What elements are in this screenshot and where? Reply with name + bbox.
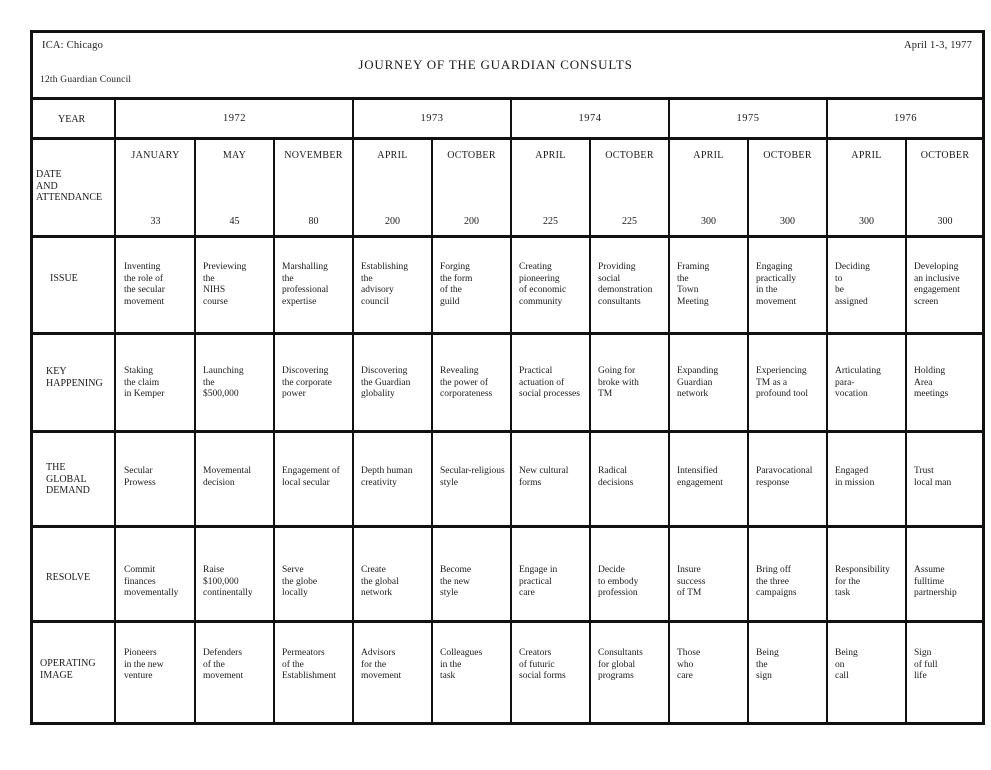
operating-image-cell: Permeators of the Establishment — [282, 648, 336, 681]
month-label: MAY — [222, 150, 247, 161]
issue-cell: Inventing the role of the secular movement — [124, 262, 165, 307]
month-label: OCTOBER — [763, 150, 812, 161]
resolve-cell: Become the new style — [440, 565, 472, 598]
year-label: 1975 — [736, 113, 760, 124]
resolve-cell: Bring off the three campaigns — [756, 565, 797, 598]
row-label-issue: ISSUE — [50, 273, 78, 284]
key-happening-cell: Revealing the power of corporateness — [440, 366, 493, 399]
attendance-count: 45 — [229, 216, 240, 227]
global-demand-cell: Depth human creativity — [361, 466, 413, 488]
resolve-cell: Responsibility for the task — [835, 565, 890, 598]
row-label-global-demand: THE GLOBAL DEMAND — [46, 462, 90, 496]
key-happening-cell: Going for broke with TM — [598, 366, 639, 399]
key-happening-cell: Practical actuation of social processes — [519, 366, 580, 399]
row-divider — [31, 97, 984, 100]
org-label: ICA: Chicago — [42, 40, 104, 51]
global-demand-cell: Engaged in mission — [835, 466, 875, 488]
page-title: JOURNEY OF THE GUARDIAN CONSULTS — [358, 57, 633, 72]
resolve-cell: Raise $100,000 continentally — [203, 565, 253, 598]
global-demand-cell: Intensified engagement — [677, 466, 723, 488]
row-label-key-happening: KEY HAPPENING — [46, 366, 103, 389]
issue-cell: Forging the form of the guild — [440, 262, 473, 307]
key-happening-cell: Staking the claim in Kemper — [124, 366, 165, 399]
resolve-cell: Create the global network — [361, 565, 399, 598]
global-demand-cell: Secular-religious style — [440, 466, 505, 488]
attendance-count: 33 — [150, 216, 161, 227]
resolve-cell: Commit finances movementally — [124, 565, 179, 598]
month-label: APRIL — [535, 150, 566, 161]
attendance-count: 225 — [543, 216, 558, 227]
resolve-cell: Decide to embody profession — [598, 565, 639, 598]
global-demand-cell: Secular Prowess — [124, 466, 156, 488]
month-label: OCTOBER — [605, 150, 654, 161]
month-label: APRIL — [377, 150, 408, 161]
month-label: JANUARY — [131, 150, 180, 161]
issue-cell: Deciding to be assigned — [835, 262, 870, 307]
issue-cell: Previewing the NIHS course — [203, 262, 247, 307]
month-label: OCTOBER — [447, 150, 496, 161]
attendance-count: 300 — [780, 216, 795, 227]
issue-cell: Engaging practically in the movement — [756, 262, 797, 307]
global-demand-cell: Radical decisions — [598, 466, 634, 488]
key-happening-cell: Holding Area meetings — [914, 366, 949, 399]
attendance-count: 200 — [464, 216, 479, 227]
resolve-cell: Engage in practical care — [519, 565, 558, 598]
global-demand-cell: Trust local man — [914, 466, 952, 488]
issue-cell: Framing the Town Meeting — [677, 262, 710, 307]
row-label-date-attendance: DATE AND ATTENDANCE — [36, 169, 103, 203]
issue-cell: Marshalling the professional expertise — [282, 262, 329, 307]
row-divider — [31, 430, 984, 433]
council-label: 12th Guardian Council — [40, 75, 132, 85]
month-label: APRIL — [693, 150, 724, 161]
global-demand-cell: New cultural forms — [519, 466, 569, 488]
row-label-year: YEAR — [58, 114, 86, 125]
month-label: NOVEMBER — [284, 150, 343, 161]
year-label: 1976 — [894, 113, 917, 124]
resolve-cell: Assume fulltime partnership — [914, 565, 957, 598]
operating-image-cell: Being on call — [835, 648, 858, 681]
key-happening-cell: Discovering the corporate power — [282, 366, 332, 399]
attendance-count: 80 — [308, 216, 319, 227]
issue-cell: Establishing the advisory council — [361, 262, 408, 307]
operating-image-cell: Being the sign — [756, 648, 779, 681]
year-label: 1974 — [578, 113, 602, 124]
attendance-count: 300 — [701, 216, 716, 227]
row-divider — [31, 620, 984, 623]
resolve-cell: Insure success of TM — [677, 565, 706, 598]
key-happening-cell: Discovering the Guardian globality — [361, 366, 411, 399]
row-divider — [31, 722, 984, 725]
row-label-operating-image: OPERATING IMAGE — [40, 658, 96, 681]
operating-image-cell: Consultants for global programs — [598, 648, 643, 681]
attendance-count: 200 — [385, 216, 400, 227]
operating-image-cell: Advisors for the movement — [361, 648, 402, 681]
attendance-count: 300 — [937, 216, 953, 227]
global-demand-cell: Paravocational response — [756, 466, 813, 488]
attendance-count: 225 — [622, 216, 637, 227]
month-label: OCTOBER — [920, 150, 970, 161]
resolve-cell: Serve the globe locally — [282, 565, 318, 598]
month-label: APRIL — [851, 150, 882, 161]
operating-image-cell: Pioneers in the new venture — [124, 648, 164, 681]
operating-image-cell: Defenders of the movement — [203, 648, 244, 681]
attendance-count: 300 — [859, 216, 874, 227]
issue-cell: Developing an inclusive engagement screen — [914, 262, 960, 307]
issue-cell: Providing social demonstration consultants — [598, 262, 653, 307]
key-happening-cell: Launching the $500,000 — [203, 366, 244, 399]
global-demand-cell: Movemental decision — [203, 466, 252, 488]
operating-image-cell: Colleagues in the task — [440, 648, 483, 681]
key-happening-cell: Expanding Guardian network — [677, 366, 719, 399]
year-label: 1972 — [223, 113, 246, 124]
row-divider — [31, 137, 984, 140]
date-label: April 1-3, 1977 — [904, 40, 973, 51]
issue-cell: Creating pioneering of economic community — [519, 262, 567, 307]
operating-image-cell: Those who care — [677, 648, 701, 681]
row-label-resolve: RESOLVE — [46, 572, 91, 583]
column-divider — [114, 97, 116, 722]
global-demand-cell: Engagement of local secular — [282, 466, 340, 488]
year-label: 1973 — [420, 113, 444, 124]
key-happening-cell: Experiencing TM as a profound tool — [756, 366, 808, 399]
row-divider — [31, 332, 984, 335]
key-happening-cell: Articulating para- vocation — [835, 366, 881, 399]
operating-image-cell: Creators of futuric social forms — [519, 648, 566, 681]
row-divider — [31, 525, 984, 528]
row-divider — [31, 235, 984, 238]
operating-image-cell: Sign of full life — [914, 648, 938, 681]
